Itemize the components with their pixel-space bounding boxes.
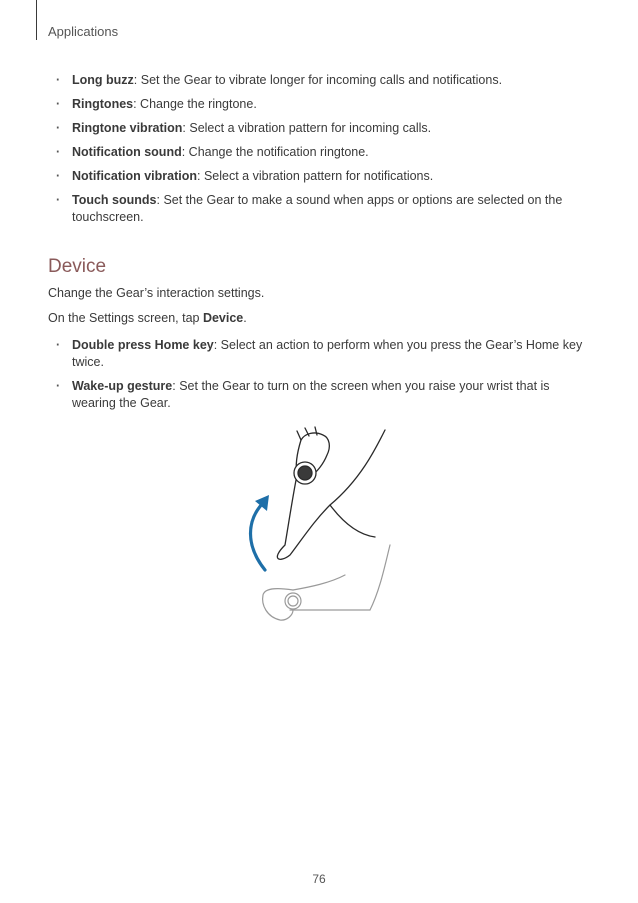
item-text: : Select a vibration pattern for incoming calls. [182, 121, 432, 135]
section-title: Device [48, 256, 107, 277]
item-term: Double press Home key [72, 338, 214, 352]
item-term: Long buzz [72, 73, 134, 87]
item-text: : Set the Gear to vibrate longer for incoming calls and notifications. [133, 73, 503, 87]
device-settings-list [48, 337, 588, 419]
item-text: : Set the Gear to turn on the screen when you raise your wrist that is wearing the Gear. [72, 379, 550, 410]
instruction-suffix: . [243, 311, 247, 325]
item-term: Notification vibration [72, 169, 197, 183]
running-head: Applications [48, 24, 119, 39]
item-term: Notification sound [72, 145, 182, 159]
item-text: : Change the ringtone. [133, 97, 257, 111]
raised-arm [277, 427, 385, 559]
list-item [48, 192, 588, 226]
item-text: : Select an action to perform when you press the Gear’s Home key twice. [72, 338, 583, 369]
item-term: Touch sounds [72, 193, 157, 207]
instruction-term: Device [202, 311, 244, 325]
section-intro: Change the Gear’s interaction settings. [48, 286, 265, 300]
item-text: : Set the Gear to make a sound when apps or options are selected on the touchscreen. [72, 193, 563, 224]
header-rule [36, 0, 37, 40]
sound-settings-list [48, 72, 588, 233]
list-item [48, 72, 588, 89]
list-item [48, 144, 588, 161]
list-item [48, 168, 588, 185]
list-item [48, 120, 588, 137]
wake-up-gesture-illustration [235, 425, 415, 625]
item-term: Ringtone vibration [72, 121, 183, 135]
list-item [48, 378, 588, 412]
item-text: : Select a vibration pattern for notifications. [197, 169, 434, 183]
page-number: 76 [312, 872, 326, 886]
raise-arrow [251, 503, 266, 570]
item-term: Ringtones [72, 97, 134, 111]
instruction [48, 310, 247, 327]
list-item [48, 337, 588, 371]
item-term: Wake-up gesture [72, 379, 173, 393]
instruction-prefix: On the Settings screen, tap [48, 311, 203, 325]
list-item [48, 96, 588, 113]
item-text: : Change the notification ringtone. [181, 145, 369, 159]
